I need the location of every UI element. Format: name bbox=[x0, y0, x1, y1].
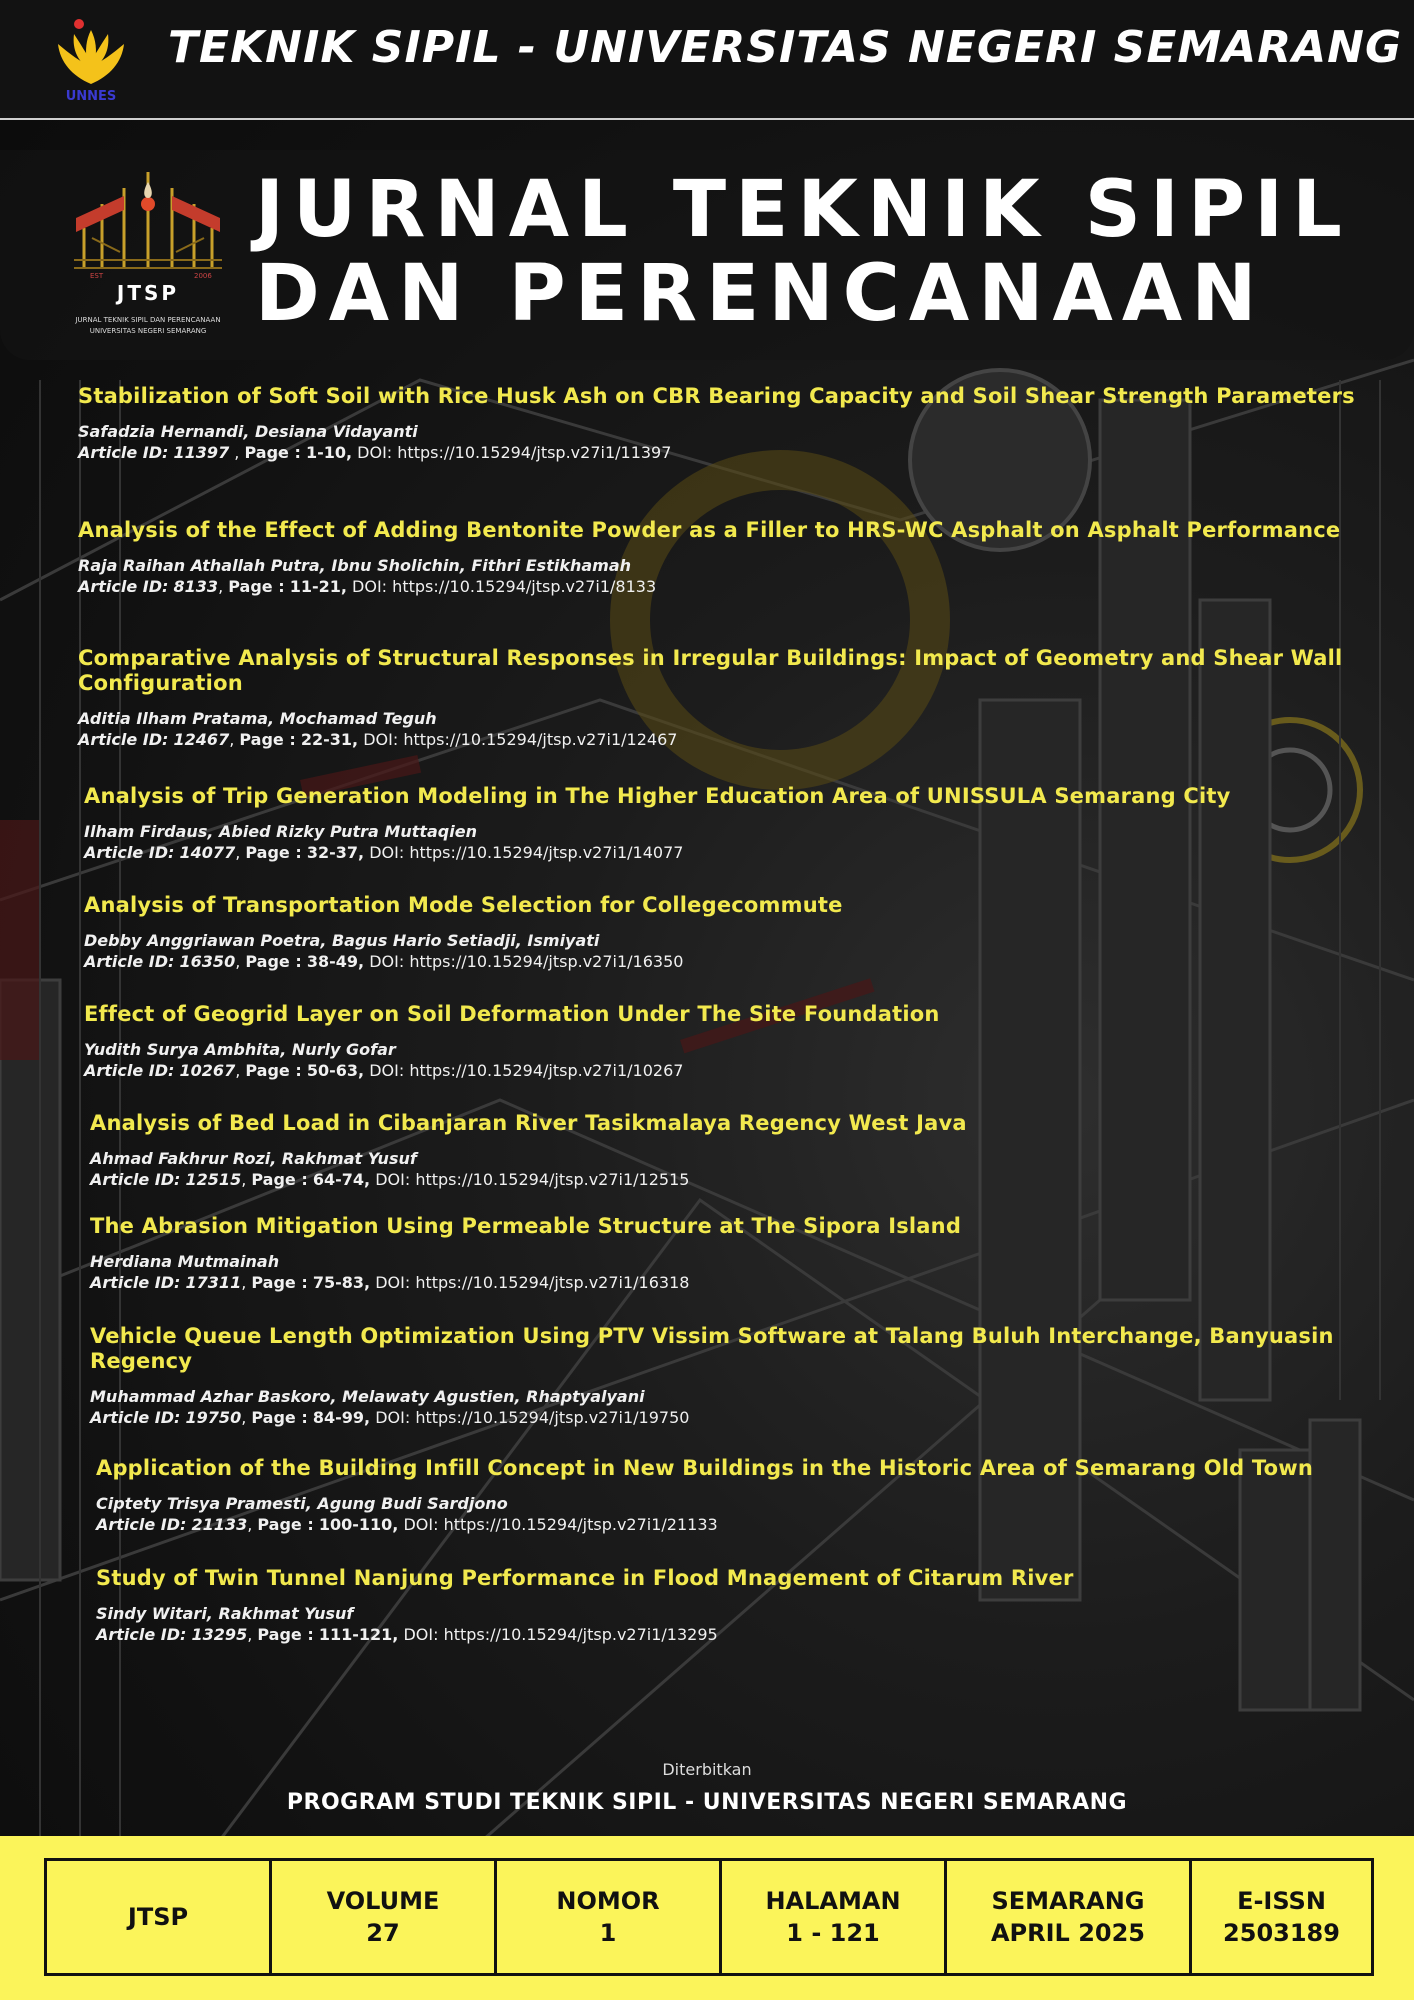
doi-link[interactable]: https://10.15294/jtsp.v27i1/16318 bbox=[415, 1273, 690, 1292]
article-meta: Article ID: 12467, Page : 22-31, DOI: https://10.15294/jtsp.v27i1/12467 bbox=[78, 730, 678, 749]
article-meta: Article ID: 16350, Page : 38-49, DOI: https://10.15294/jtsp.v27i1/16350 bbox=[84, 952, 684, 971]
svg-text:UNNES: UNNES bbox=[65, 89, 117, 104]
article-item[interactable] bbox=[96, 1566, 1414, 1646]
doi-link[interactable]: https://10.15294/jtsp.v27i1/11397 bbox=[397, 443, 672, 462]
publisher-name: PROGRAM STUDI TEKNIK SIPIL - UNIVERSITAS NEGERI SEMARANG bbox=[286, 1790, 1128, 1815]
article-authors: Herdiana Mutmainah bbox=[90, 1252, 280, 1271]
article-item[interactable] bbox=[84, 784, 1414, 864]
doi-link[interactable]: https://10.15294/jtsp.v27i1/12515 bbox=[415, 1170, 690, 1189]
doi-link[interactable]: https://10.15294/jtsp.v27i1/14077 bbox=[409, 843, 684, 862]
journal-title-line1: JURNAL TEKNIK SIPIL bbox=[255, 165, 1351, 255]
unnes-logo-icon bbox=[52, 14, 130, 104]
article-authors: Raja Raihan Athallah Putra, Ibnu Sholichin, Fithri Estikhamah bbox=[78, 556, 632, 575]
article-title[interactable]: Comparative Analysis of Structural Responses in Irregular Buildings: Impact of Geometry and Shear Wall Configuration bbox=[78, 646, 1343, 695]
article-title[interactable]: Effect of Geogrid Layer on Soil Deformation Under The Site Foundation bbox=[84, 1002, 940, 1026]
article-meta: Article ID: 10267, Page : 50-63, DOI: https://10.15294/jtsp.v27i1/10267 bbox=[84, 1061, 684, 1080]
doi-link[interactable]: https://10.15294/jtsp.v27i1/19750 bbox=[415, 1408, 690, 1427]
footer-band bbox=[0, 1836, 1414, 2000]
article-authors: Safadzia Hernandi, Desiana Vidayanti bbox=[78, 422, 418, 441]
article-title[interactable]: Vehicle Queue Length Optimization Using PTV Vissim Software at Talang Buluh Interchange, Banyuasin Regency bbox=[90, 1324, 1334, 1373]
article-meta: Article ID: 21133, Page : 100-110, DOI: https://10.15294/jtsp.v27i1/21133 bbox=[96, 1515, 718, 1534]
article-item[interactable] bbox=[90, 1214, 1414, 1294]
article-meta: Article ID: 19750, Page : 84-99, DOI: https://10.15294/jtsp.v27i1/19750 bbox=[90, 1408, 690, 1427]
article-title[interactable]: Stabilization of Soft Soil with Rice Husk Ash on CBR Bearing Capacity and Soil Shear Strength Parameters bbox=[78, 384, 1355, 408]
article-title[interactable]: Analysis of Transportation Mode Selection for Collegecommute bbox=[84, 893, 843, 917]
article-title[interactable]: Analysis of the Effect of Adding Bentonite Powder as a Filler to HRS-WC Asphalt on Asphalt Performance bbox=[78, 518, 1341, 542]
article-authors: Ilham Firdaus, Abied Rizky Putra Muttaqien bbox=[84, 822, 477, 841]
jtsp-logo bbox=[64, 168, 232, 340]
journal-title bbox=[255, 165, 1351, 339]
doi-link[interactable]: https://10.15294/jtsp.v27i1/13295 bbox=[443, 1625, 718, 1644]
article-authors: Debby Anggriawan Poetra, Bagus Hario Setiadji, Ismiyati bbox=[84, 931, 600, 950]
article-title[interactable]: The Abrasion Mitigation Using Permeable Structure at The Sipora Island bbox=[90, 1214, 962, 1238]
article-item[interactable] bbox=[90, 1111, 1414, 1191]
article-meta: Article ID: 8133, Page : 11-21, DOI: https://10.15294/jtsp.v27i1/8133 bbox=[78, 577, 657, 596]
jtsp-emblem-icon bbox=[64, 168, 232, 280]
doi-link[interactable]: https://10.15294/jtsp.v27i1/21133 bbox=[443, 1515, 718, 1534]
cell-eissn: E-ISSN 2503189 bbox=[1223, 1887, 1340, 1947]
article-item[interactable] bbox=[84, 893, 1414, 973]
article-title[interactable]: Analysis of Bed Load in Cibanjaran River Tasikmalaya Regency West Java bbox=[90, 1111, 967, 1135]
jtsp-logo-university: UNIVERSITAS NEGERI SEMARANG bbox=[89, 327, 207, 335]
article-authors: Ahmad Fakhrur Rozi, Rakhmat Yusuf bbox=[90, 1149, 417, 1168]
article-item[interactable] bbox=[84, 1002, 1414, 1082]
jtsp-logo-subtitle: JURNAL TEKNIK SIPIL DAN PERENCANAAN bbox=[75, 316, 221, 324]
article-authors: Sindy Witari, Rakhmat Yusuf bbox=[96, 1604, 354, 1623]
doi-link[interactable]: https://10.15294/jtsp.v27i1/12467 bbox=[403, 730, 678, 749]
university-title: TEKNIK SIPIL - UNIVERSITAS NEGERI SEMARANG bbox=[168, 22, 1403, 73]
top-bar bbox=[0, 0, 1414, 120]
jtsp-logo-mark: JTSP bbox=[116, 281, 180, 305]
article-item[interactable] bbox=[96, 1456, 1414, 1536]
article-authors: Ciptety Trisya Pramesti, Agung Budi Sardjono bbox=[96, 1494, 508, 1513]
article-meta: Article ID: 11397 , Page : 1-10, DOI: https://10.15294/jtsp.v27i1/11397 bbox=[78, 443, 672, 462]
article-meta: Article ID: 14077, Page : 32-37, DOI: https://10.15294/jtsp.v27i1/14077 bbox=[84, 843, 684, 862]
svg-text:2006: 2006 bbox=[194, 272, 212, 280]
article-authors: Aditia Ilham Pratama, Mochamad Teguh bbox=[78, 709, 437, 728]
cell-journal: JTSP bbox=[47, 1861, 272, 1973]
article-item[interactable] bbox=[78, 384, 1408, 464]
article-authors: Yudith Surya Ambhita, Nurly Gofar bbox=[84, 1040, 396, 1059]
article-meta: Article ID: 17311, Page : 75-83, DOI: https://10.15294/jtsp.v27i1/16318 bbox=[90, 1273, 690, 1292]
article-item[interactable] bbox=[90, 1324, 1414, 1429]
published-by-label: Diterbitkan bbox=[662, 1760, 752, 1779]
doi-link[interactable]: https://10.15294/jtsp.v27i1/8133 bbox=[392, 577, 657, 596]
cell-volume: VOLUME 27 bbox=[272, 1861, 497, 1973]
journal-title-line2: DAN PERENCANAAN bbox=[255, 249, 1266, 339]
cell-date: SEMARANG APRIL 2025 bbox=[947, 1861, 1192, 1973]
article-title[interactable]: Analysis of Trip Generation Modeling in The Higher Education Area of UNISSULA Semarang City bbox=[84, 784, 1231, 808]
svg-text:EST: EST bbox=[90, 272, 104, 280]
doi-link[interactable]: https://10.15294/jtsp.v27i1/10267 bbox=[409, 1061, 684, 1080]
cell-pages: HALAMAN 1 - 121 bbox=[722, 1861, 947, 1973]
article-title[interactable]: Application of the Building Infill Concept in New Buildings in the Historic Area of Semarang Old Town bbox=[96, 1456, 1313, 1480]
cell-number: NOMOR 1 bbox=[497, 1861, 722, 1973]
article-item[interactable] bbox=[78, 518, 1408, 598]
article-meta: Article ID: 12515, Page : 64-74, DOI: https://10.15294/jtsp.v27i1/12515 bbox=[90, 1170, 690, 1189]
article-item[interactable] bbox=[78, 646, 1408, 751]
issue-info-table bbox=[44, 1858, 1374, 1976]
article-title[interactable]: Study of Twin Tunnel Nanjung Performance in Flood Mnagement of Citarum River bbox=[96, 1566, 1074, 1590]
article-meta: Article ID: 13295, Page : 111-121, DOI: https://10.15294/jtsp.v27i1/13295 bbox=[96, 1625, 718, 1644]
article-authors: Muhammad Azhar Baskoro, Melawaty Agustien, Rhaptyalyani bbox=[90, 1387, 645, 1406]
doi-link[interactable]: https://10.15294/jtsp.v27i1/16350 bbox=[409, 952, 684, 971]
